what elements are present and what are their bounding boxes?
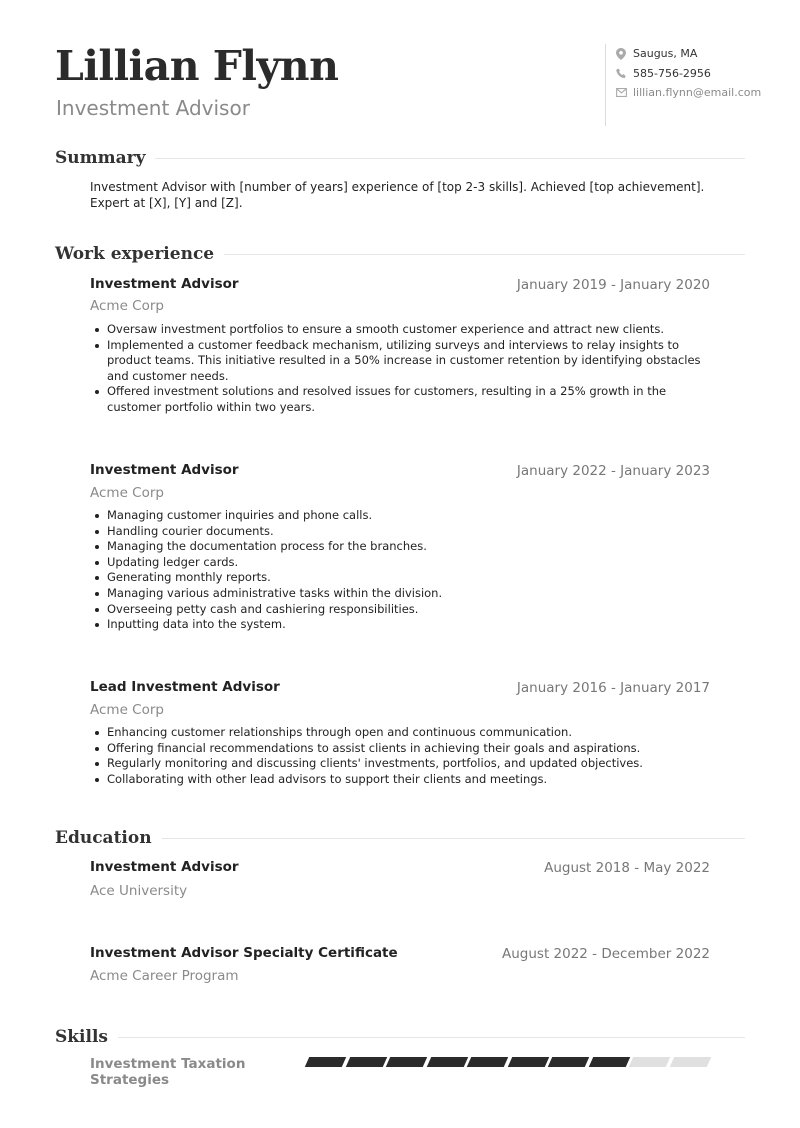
list-item: Generating monthly reports. [90, 570, 710, 586]
list-item: Offered investment solutions and resolved issues for customers, resulting in a 25% growth in the customer portfolio within two years. [90, 384, 710, 415]
job-company: Acme Corp [90, 298, 164, 314]
envelope-icon [615, 87, 627, 99]
candidate-name: Lillian Flynn [55, 42, 339, 90]
section-divider [155, 158, 745, 159]
contact-phone [615, 64, 761, 84]
email-link[interactable]: lillian.flynn@email.com [633, 86, 762, 100]
education-title: Investment Advisor [90, 859, 239, 875]
phone-text: 585-756-2956 [633, 66, 711, 80]
job-dates: January 2019 - January 2020 [516, 277, 710, 293]
list-item: Handling courier documents. [90, 524, 710, 540]
education-dates: August 2018 - May 2022 [544, 860, 710, 876]
job-bullets [90, 508, 710, 633]
job-title: Lead Investment Advisor [90, 679, 280, 695]
skill-segment-empty [629, 1057, 670, 1067]
list-item: Updating ledger cards. [90, 555, 710, 571]
skills-heading: Skills [55, 1027, 109, 1047]
job-dates: January 2016 - January 2017 [516, 680, 710, 696]
job-title: Investment Advisor [90, 462, 239, 478]
list-item: Regularly monitoring and discussing clients' investments, portfolios, and updated objectives. [90, 756, 710, 772]
education-heading: Education [55, 828, 152, 848]
list-item: Managing customer inquiries and phone calls. [90, 508, 710, 524]
skill-segment-filled [467, 1057, 508, 1067]
skill-segment-filled [345, 1057, 386, 1067]
education-dates: August 2022 - December 2022 [502, 946, 710, 962]
skill-segment-filled [548, 1057, 589, 1067]
job-title: Investment Advisor [90, 276, 239, 292]
education-school: Ace University [90, 883, 188, 899]
skills-section-header [55, 1027, 745, 1047]
list-item: Inputting data into the system. [90, 617, 710, 633]
skill-segment-filled [386, 1057, 427, 1067]
work-section-header [55, 244, 745, 264]
skill-segment-empty [669, 1057, 710, 1067]
skill-name: Investment Taxation Strategies [90, 1056, 246, 1088]
contact-block [605, 44, 761, 126]
location-text: Saugus, MA [633, 47, 698, 61]
job-company: Acme Corp [90, 485, 164, 501]
section-divider [118, 1037, 745, 1038]
education-section-header [55, 828, 745, 848]
job-bullets [90, 322, 710, 416]
list-item: Managing various administrative tasks within the division. [90, 586, 710, 602]
work-heading: Work experience [55, 244, 215, 264]
summary-section-header [55, 148, 745, 168]
list-item: Collaborating with other lead advisors to support their clients and meetings. [90, 772, 710, 788]
job-bullets [90, 725, 710, 787]
education-title: Investment Advisor Specialty Certificate [90, 945, 398, 961]
skill-segment-filled [305, 1057, 346, 1067]
list-item: Implemented a customer feedback mechanism, utilizing surveys and interviews to relay insights to product teams. This initiative resulted in a 50% increase in customer retention by identifying obstacles and customer needs. [90, 338, 710, 385]
skill-segment-filled [588, 1057, 629, 1067]
section-divider [162, 838, 745, 839]
location-pin-icon [615, 48, 627, 60]
education-school: Acme Career Program [90, 968, 239, 984]
skill-segment-filled [426, 1057, 467, 1067]
list-item: Offering financial recommendations to assist clients in achieving their goals and aspirations. [90, 741, 710, 757]
summary-text: Investment Advisor with [number of years] experience of [top 2-3 skills]. Achieved [top achievement]. Expert at [X], [Y] and [Z]. [90, 180, 705, 210]
contact-location [615, 44, 761, 64]
job-dates: January 2022 - January 2023 [516, 463, 710, 479]
contact-email[interactable] [615, 83, 761, 103]
section-divider [224, 254, 745, 255]
list-item: Overseeing petty cash and cashiering responsibilities. [90, 602, 710, 618]
summary-heading: Summary [55, 148, 146, 168]
phone-icon [615, 67, 627, 79]
job-company: Acme Corp [90, 702, 164, 718]
skill-segment-filled [507, 1057, 548, 1067]
list-item: Managing the documentation process for the branches. [90, 539, 710, 555]
candidate-title: Investment Advisor [56, 96, 250, 120]
list-item: Oversaw investment portfolios to ensure a smooth customer experience and attract new clients. [90, 322, 710, 338]
skill-level-bar [307, 1057, 712, 1067]
list-item: Enhancing customer relationships through open and continuous communication. [90, 725, 710, 741]
